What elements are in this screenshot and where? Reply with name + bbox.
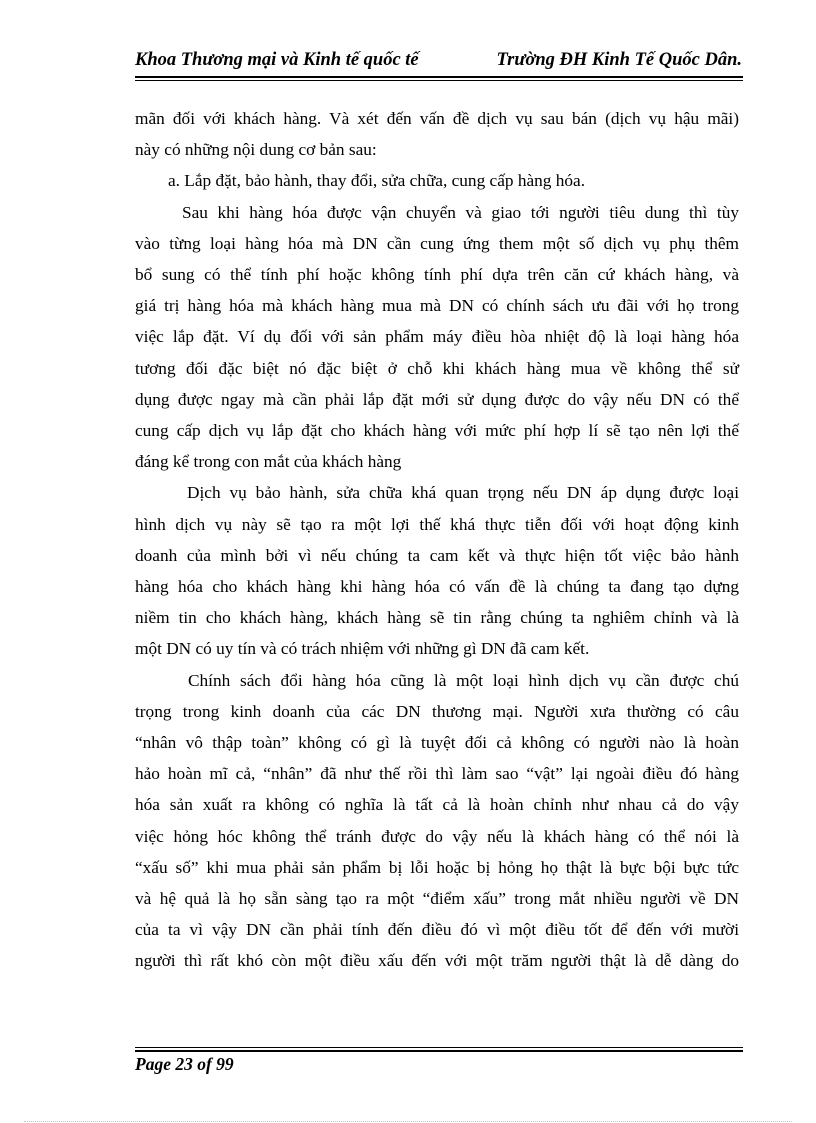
faculty-name: Khoa Thương mại và Kinh tế quốc tế — [135, 50, 419, 70]
text-line: mãn đối với khách hàng. Và xét đến vấn đề dịch vụ sau bán (dịch vụ hậu mãi) — [135, 109, 739, 128]
text-line: của ta vì vậy DN cần phải tính đến điều đó vì một điều tốt để đến với mười — [135, 920, 739, 940]
page-header — [135, 46, 742, 74]
text-line: tương đối đặc biệt nó đặc biệt ở chỗ khi khách hàng mua về không thể sử — [135, 358, 739, 378]
page-edge-divider — [24, 1121, 792, 1122]
university-name: Trường ĐH Kinh Tế Quốc Dân. — [496, 50, 742, 70]
text-line: việc hỏng hóc không thể tránh được do vậy nếu là khách hàng có thể nói là — [135, 826, 739, 846]
text-line: hàng hóa cho khách hàng khi hàng hóa có vấn đề là chúng ta đang tạo dựng — [135, 577, 739, 597]
section-heading: a. Lắp đặt, bảo hành, thay đổi, sửa chữa, cung cấp hàng hóa. — [168, 171, 586, 191]
footer-rule-thin — [135, 1047, 743, 1048]
text-line: việc lắp đặt. Ví dụ đối với sản phẩm máy điều hòa nhiệt độ là loại hàng hóa — [135, 327, 739, 347]
header-rule-thick — [135, 76, 743, 78]
page-number: Page 23 of 99 — [135, 1054, 234, 1074]
text-line: hình dịch vụ này sẽ tạo ra một lợi thế khá thực tiễn đối với hoạt động kinh — [135, 514, 739, 534]
document-body — [135, 103, 739, 977]
text-line: người thì rất khó còn một điều xấu đến với một trăm người thật là dễ dàng do — [135, 951, 739, 971]
text-line: doanh của mình bởi vì nếu chúng ta cam kết và thực hiện tốt việc bảo hành — [135, 545, 739, 565]
text-line: “nhân vô thập toàn” không có gì là tuyệt đối cả không có người nào là hoàn — [135, 733, 739, 753]
text-line: dụng được ngay mà cần phải lắp đặt mới sử dụng được do vậy nếu DN có thể — [135, 389, 739, 409]
text-line: Dịch vụ bảo hành, sửa chữa khá quan trọng nếu DN áp dụng được loại — [187, 483, 739, 503]
header-rule-thin — [135, 80, 743, 81]
footer-rule-thick — [135, 1050, 743, 1052]
text-line: trọng trong kinh doanh của các DN thương mại. Người xưa thường có câu — [135, 701, 739, 721]
text-line: giá trị hàng hóa mà khách hàng mua mà DN có chính sách ưu đãi với họ trong — [135, 296, 739, 316]
text-line: đáng kể trong con mắt của khách hàng — [135, 452, 402, 472]
text-line: một DN có uy tín và có trách nhiệm với những gì DN đã cam kết. — [135, 639, 590, 659]
text-line: này có những nội dung cơ bản sau: — [135, 140, 377, 160]
text-line: bổ sung có thể tính phí hoặc không tính phí dựa trên căn cứ khách hàng, và — [135, 265, 739, 285]
text-line: hóa sản xuất ra không có nghĩa là tất cả là hoàn chỉnh như nhau cả do vậy — [135, 795, 739, 815]
text-line: Chính sách đổi hàng hóa cũng là một loại hình dịch vụ cần được chú — [188, 670, 739, 690]
text-line: cung cấp dịch vụ lắp đặt cho khách hàng với mức phí hợp lí sẽ tạo nên lợi thế — [135, 421, 739, 441]
text-line: niềm tin cho khách hàng, khách hàng sẽ tin rằng chúng ta nghiêm chỉnh và là — [135, 608, 739, 628]
text-line: vào từng loại hàng hóa mà DN cần cung ứng them một số dịch vụ phụ thêm — [135, 233, 739, 253]
text-line: Sau khi hàng hóa được vận chuyển và giao tới người tiêu dung thì tùy — [182, 202, 739, 222]
text-line: và hệ quả là họ sẵn sàng tạo ra một “điểm xấu” trong mắt nhiều người về DN — [135, 889, 739, 909]
text-line: hảo hoàn mĩ cả, “nhân” đã như thế rồi thì làm sao “vật” lại ngoài điều đó hàng — [135, 764, 739, 784]
text-line: “xấu số” khi mua phải sản phẩm bị lỗi hoặc bị hỏng họ thật là bực bội bực tức — [135, 857, 739, 877]
